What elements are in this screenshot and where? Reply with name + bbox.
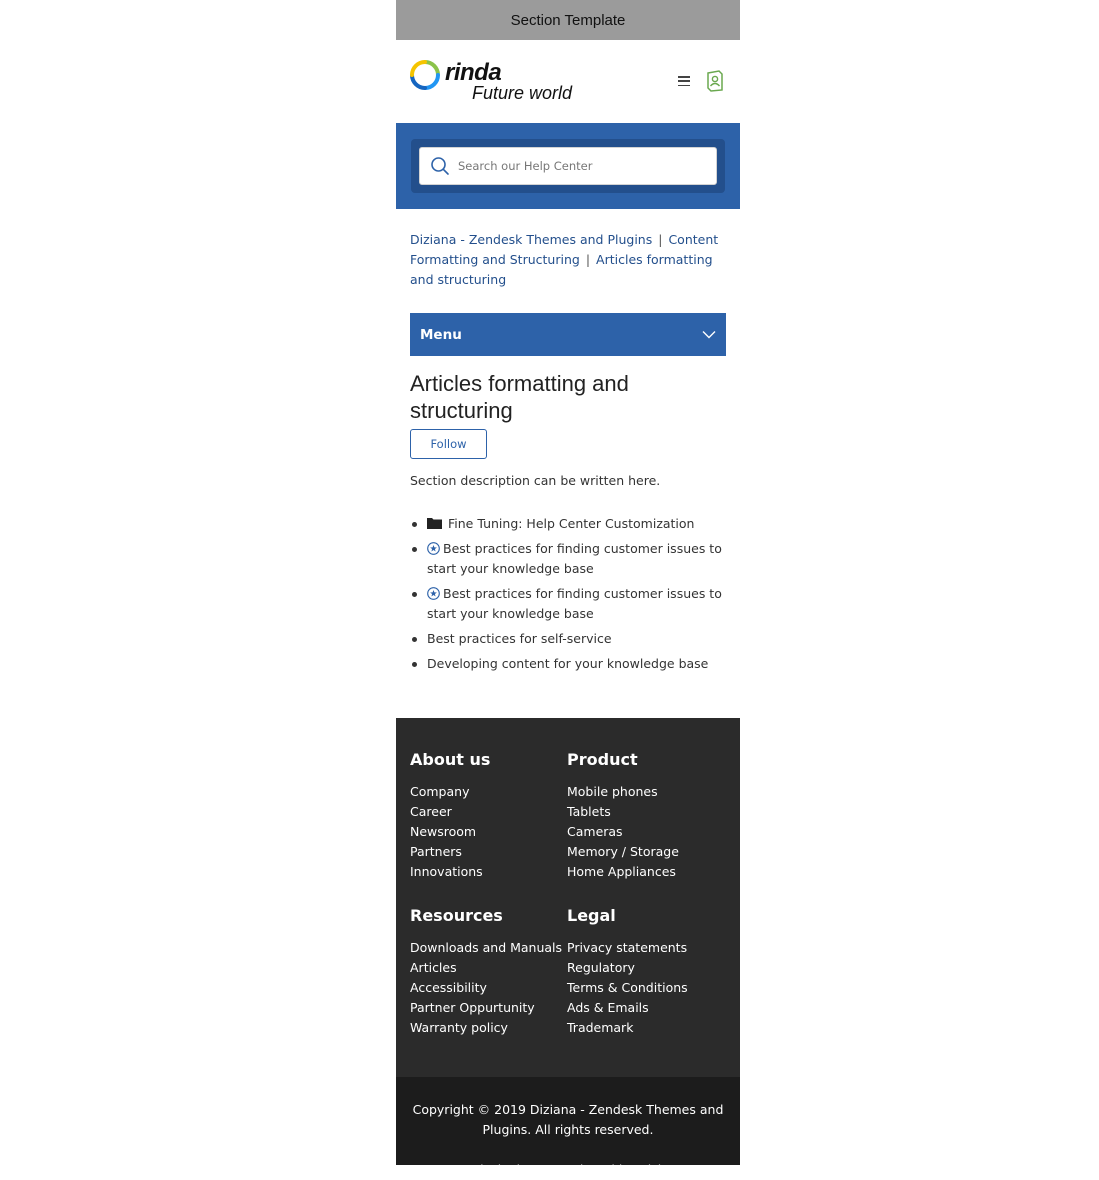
chevron-down-icon — [702, 330, 716, 339]
footer-link[interactable]: Company — [410, 784, 470, 799]
footer-heading: Legal — [567, 906, 616, 925]
footer-link[interactable]: Regulatory — [567, 960, 635, 975]
list-item-link[interactable]: Developing content for your knowledge base — [427, 656, 709, 671]
section-description: Section description can be written here. — [410, 473, 661, 488]
footer-link[interactable]: Accessibility — [410, 980, 487, 995]
footer-column-product — [567, 750, 724, 882]
footer-column-about — [410, 750, 567, 882]
main-content — [396, 209, 740, 674]
header-actions — [678, 70, 724, 92]
footer-link[interactable]: Memory / Storage — [567, 844, 679, 859]
footer-column-legal — [567, 906, 724, 1038]
footer-link[interactable]: Home Appliances — [567, 864, 676, 879]
footer-link[interactable]: Tablets — [567, 804, 611, 819]
footer-link[interactable]: Ads & Emails — [567, 1000, 649, 1015]
theme-credit[interactable]: Zendesk Theme Designed by Diziana — [451, 1162, 685, 1177]
footer-link[interactable]: Articles — [410, 960, 457, 975]
article-list — [410, 514, 726, 674]
footer-link[interactable]: Downloads and Manuals — [410, 940, 563, 955]
footer-link[interactable]: Trademark — [567, 1020, 634, 1035]
template-title: Section Template — [510, 11, 626, 29]
breadcrumb-link-home[interactable]: Diziana - Zendesk Themes and Plugins — [410, 232, 653, 247]
folder-icon — [427, 517, 442, 529]
footer-link[interactable]: Innovations — [410, 864, 483, 879]
copyright-text: Copyright © 2019 Diziana - Zendesk Themes and Plugins. All rights reserved. — [412, 1102, 724, 1137]
logo-word: rinda — [445, 58, 502, 86]
template-title-bar — [396, 0, 740, 40]
page-title: Articles formatting and structuring — [410, 371, 629, 423]
list-item — [410, 629, 726, 649]
footer-link[interactable]: Newsroom — [410, 824, 477, 839]
menu-label: Menu — [420, 326, 462, 343]
footer-link[interactable]: Partner Oppurtunity — [410, 1000, 535, 1015]
footer-link[interactable]: Cameras — [567, 824, 623, 839]
footer-heading: Resources — [410, 906, 503, 925]
footer-link[interactable]: Warranty policy — [410, 1020, 508, 1035]
breadcrumb — [410, 230, 726, 290]
footer-link[interactable]: Mobile phones — [567, 784, 658, 799]
footer-heading: About us — [410, 750, 491, 769]
footer-columns — [410, 750, 726, 1038]
footer-link[interactable]: Partners — [410, 844, 462, 859]
list-item-link[interactable]: Best practices for finding customer issues to start your knowledge base — [427, 541, 722, 576]
list-item-link[interactable]: Fine Tuning: Help Center Customization — [448, 516, 695, 531]
list-item — [410, 539, 726, 579]
search-wrapper — [411, 139, 725, 193]
breadcrumb-separator: | — [585, 252, 591, 267]
site-header — [396, 40, 740, 123]
search-hero — [396, 123, 740, 209]
breadcrumb-link-section[interactable]: Articles formatting and structuring — [410, 252, 713, 287]
hamburger-menu-icon[interactable] — [678, 76, 690, 86]
brand-logo[interactable] — [410, 57, 590, 107]
footer-bottom — [396, 1077, 740, 1177]
list-item-link[interactable]: Best practices for finding customer issues to start your knowledge base — [427, 586, 722, 621]
footer-link[interactable]: Privacy statements — [567, 940, 688, 955]
search-icon — [430, 156, 450, 176]
breadcrumb-separator: | — [658, 232, 663, 247]
logo-tagline: Future world — [472, 82, 573, 103]
footer-link[interactable]: Career — [410, 804, 452, 819]
star-badge-icon — [427, 542, 440, 555]
search-input[interactable] — [458, 159, 706, 173]
list-item — [410, 654, 726, 674]
footer-heading: Product — [567, 750, 638, 769]
breadcrumb-link-category[interactable]: Content Formatting and Structuring — [410, 232, 719, 267]
footer-link[interactable]: Terms & Conditions — [567, 980, 688, 995]
sign-in-icon[interactable] — [706, 70, 724, 92]
page-frame — [396, 0, 740, 1177]
star-badge-icon — [427, 587, 440, 600]
list-item — [410, 514, 726, 534]
list-item-link[interactable]: Best practices for self-service — [427, 631, 612, 646]
list-item — [410, 584, 726, 624]
site-footer — [396, 718, 740, 1077]
footer-column-resources — [410, 906, 567, 1038]
follow-button[interactable]: Follow — [410, 429, 487, 459]
section-menu-toggle[interactable] — [410, 313, 726, 356]
search-box[interactable] — [419, 147, 717, 185]
logo-ring-icon — [410, 60, 440, 90]
